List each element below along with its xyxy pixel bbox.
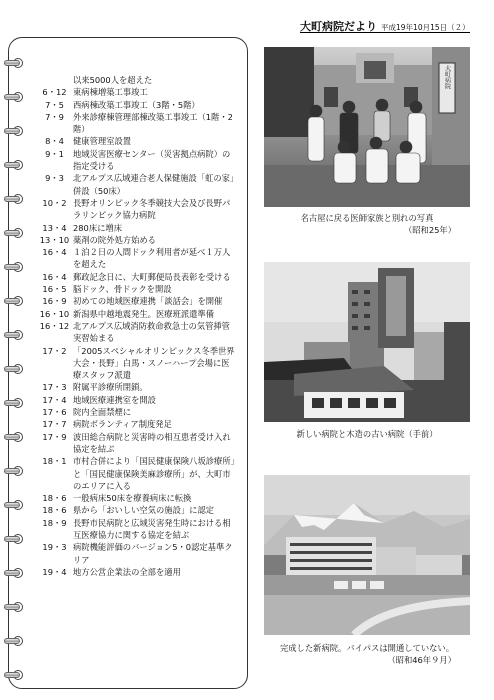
spiral-ring — [4, 228, 22, 237]
caption-text: 完成した新病院。バイパスは開通していない。 — [279, 643, 455, 653]
timeline-entry — [36, 504, 236, 516]
entry-text: 初めての地域医療連携「談話会」を開催 — [73, 296, 223, 307]
timeline-entry — [36, 455, 236, 492]
spiral-ring — [4, 670, 22, 679]
entry-text: 附属平診療所閉鎖。 — [73, 382, 148, 393]
entry-text: 西病棟改築工事竣工（3階・5階） — [73, 99, 200, 110]
entry-text: 脳ドック、骨ドックを開設 — [73, 284, 172, 295]
entry-date: 9・3 — [45, 173, 64, 184]
entry-date: 6・12 — [42, 87, 67, 98]
entry-date: 7・5 — [45, 99, 64, 110]
spiral-ring — [4, 636, 22, 645]
spiral-ring — [4, 398, 22, 407]
spiral-ring — [4, 92, 22, 101]
spiral-ring — [4, 296, 22, 305]
entry-text: 健康管理室設置 — [73, 136, 132, 147]
entry-text: 郵政記念日に、大町郵便局長表彰を受ける — [73, 271, 231, 282]
entry-text: 病院機能評価のバージョン5・0認定基準クリア — [73, 542, 233, 565]
spiral-ring — [4, 432, 22, 441]
entry-text: 280床に増床 — [73, 222, 123, 233]
entry-date: 17・4 — [42, 394, 67, 405]
spiral-ring — [4, 364, 22, 373]
photo-new-old-caption — [262, 428, 472, 440]
photo-completed-hospital — [264, 475, 470, 635]
spiral-ring — [4, 602, 22, 611]
entry-date: 8・4 — [45, 136, 64, 147]
entry-date: 18・6 — [42, 505, 67, 516]
caption-date: （昭和46年９月） — [387, 655, 456, 665]
timeline-entry — [36, 111, 236, 136]
spiral-ring — [4, 330, 22, 339]
entry-date — [36, 74, 73, 86]
entry-date: 13・4 — [42, 222, 67, 233]
entry-text: 一般病床50床を療養病床に転換 — [73, 493, 192, 504]
entry-text: １泊２日の人間ドック利用者が延べ１万人を超えた — [73, 247, 231, 270]
entry-text: 市村合併により「国民健康保険八坂診療所」と「国民健康保険美麻診療所」が、大町市のエリアに入る — [73, 456, 235, 491]
timeline-entry — [36, 406, 236, 418]
timeline-entry — [36, 394, 236, 406]
photo-staff-caption — [262, 212, 472, 236]
entry-date: 17・3 — [42, 382, 67, 393]
entry-text: 東病棟増築工事竣工 — [73, 87, 148, 98]
timeline-entry — [36, 320, 236, 345]
entry-date: 17・2 — [42, 345, 67, 356]
caption-text: 名古屋に戻る医師家族と別れの写真 — [300, 213, 434, 223]
entry-date: 16・5 — [42, 284, 67, 295]
spiral-ring — [4, 568, 22, 577]
entry-text: 波田総合病院と災害時の相互患者受け入れ協定を結ぶ — [73, 431, 231, 454]
hospital-sign: 大町病院 — [443, 65, 451, 89]
timeline-entry — [36, 492, 236, 504]
entry-date: 18・1 — [42, 456, 67, 467]
caption-date: （昭和25年） — [403, 225, 456, 235]
timeline-entry — [36, 517, 236, 542]
timeline-entry — [36, 197, 236, 222]
timeline-entry — [36, 246, 236, 271]
entry-date: 19・3 — [42, 542, 67, 553]
spiral-ring — [4, 262, 22, 271]
spiral-ring — [4, 58, 22, 67]
timeline-entry — [36, 148, 236, 173]
entry-text: 「2005スペシャルオリンピックス冬季世界大会・長野」白馬・スノーハープ会場に医療スタッフ派遣 — [73, 345, 235, 381]
entry-text: 地域災害医療センター（災害拠点病院）の指定受ける — [73, 148, 231, 172]
timeline-entry — [36, 418, 236, 430]
timeline-entry — [36, 172, 236, 197]
entry-text: 以来5000人を超えた — [73, 75, 153, 85]
entry-date: 19・4 — [42, 566, 67, 577]
entry-text: 地域医療連携室を開設 — [73, 394, 156, 405]
spiral-ring — [4, 534, 22, 543]
photo-new-and-old-hospital — [264, 262, 470, 422]
entry-text: 県から「おいしい空気の施設」に認定 — [73, 505, 215, 516]
entry-date: 18・9 — [42, 517, 67, 528]
entry-text: 長野市民病院と広域災害発生時における相互医療協力に関する協定を結ぶ — [73, 517, 231, 540]
caption-text: 新しい病院と木造の古い病院（手前） — [296, 429, 438, 439]
timeline-entry — [36, 541, 236, 566]
timeline-entry — [36, 99, 236, 111]
entry-text: 地方公営企業法の全部を適用 — [73, 566, 181, 577]
timeline-entry — [36, 234, 236, 246]
photo-staff-group — [264, 47, 470, 207]
entry-text: 新潟県中越地震発生。医療班派遣準備 — [73, 308, 215, 319]
entry-date: 16・9 — [42, 296, 67, 307]
timeline-entry — [36, 74, 236, 86]
timeline-entry — [36, 345, 236, 382]
entry-date: 17・9 — [42, 431, 67, 442]
photo-completed-caption — [262, 642, 472, 666]
entry-date: 16・4 — [42, 271, 67, 282]
timeline-entry — [36, 86, 236, 98]
entry-text: 院内全面禁煙に — [73, 407, 132, 418]
spiral-ring — [4, 466, 22, 475]
entry-text: 長野オリンピック冬季競技大会及び長野パラリンピック協力病院 — [73, 197, 231, 221]
spiral-ring — [4, 194, 22, 203]
entry-date: 10・2 — [42, 197, 67, 208]
entry-date: 13・10 — [39, 234, 70, 245]
timeline-entry — [36, 381, 236, 393]
timeline-entry — [36, 283, 236, 295]
history-timeline — [36, 74, 236, 578]
spiral-ring — [4, 126, 22, 135]
timeline-entry — [36, 308, 236, 320]
entry-text: 北アルプス広域連合老人保健施設「虹の家」併設（50床） — [73, 173, 235, 196]
newsletter-title: 大町病院だより — [300, 20, 377, 33]
issue-date: 平成19年10月15日（２） — [381, 23, 470, 32]
entry-text: 薬剤の院外処方始める — [73, 234, 156, 245]
entry-date: 17・6 — [42, 407, 67, 418]
entry-date: 18・6 — [42, 493, 67, 504]
timeline-entry — [36, 222, 236, 234]
timeline-entry — [36, 295, 236, 307]
entry-date: 17・7 — [42, 419, 67, 430]
timeline-entry — [36, 431, 236, 456]
entry-date: 9・1 — [45, 148, 64, 159]
spiral-ring — [4, 500, 22, 509]
entry-date: 7・9 — [45, 111, 64, 122]
spiral-ring — [4, 160, 22, 169]
entry-text: 病院ボランティア制度発足 — [73, 419, 172, 430]
timeline-entry — [36, 135, 236, 147]
page-header — [300, 18, 470, 33]
entry-date: 16・10 — [39, 308, 70, 319]
entry-text: 北アルプス広域消防救命救急士の気管挿管実習始まる — [73, 320, 230, 344]
entry-date: 16・12 — [39, 320, 70, 331]
entry-text: 外来診療棟管理部棟改築工事竣工（1階・2階） — [73, 111, 233, 135]
timeline-entry — [36, 271, 236, 283]
entry-date: 16・4 — [42, 247, 67, 258]
timeline-entry — [36, 566, 236, 578]
